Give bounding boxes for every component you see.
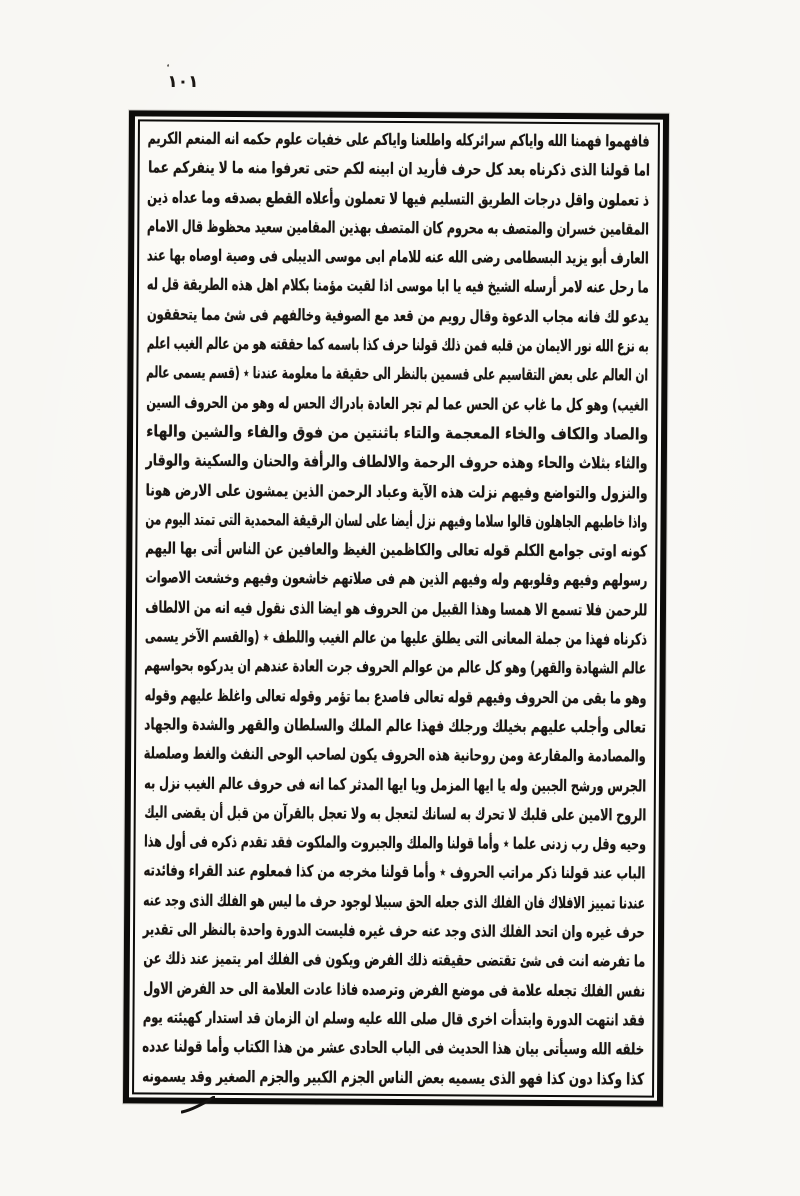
text-line: [147, 299, 649, 331]
text-line-content: وحيه وقل رب زدنى علما ٭ وأما قولنا والملك والجبروت والملكوت فقد تقدم ذكره فى أول هذا: [143, 831, 646, 854]
text-line: [146, 387, 648, 419]
text-line: [147, 182, 649, 214]
text-line-content: ما تفرضه انت فى شئ تقتضى حقيقته ذلك الفرض ويكون فى الفلك امر يتميز عند ذلك عن: [142, 948, 645, 971]
text-line-content: ذكرناه فهذا من جملة المعانى التى يطلق عليها من عالم الغيب واللطف ٭ (والقسم الآخر يسمى: [144, 626, 647, 649]
text-line: [142, 1061, 644, 1093]
text-line: [144, 709, 646, 741]
text-line-content: ان العالم على بعض التقاسيم على قسمين بالنظر الى حقيقة ما معلومة عندنا ٭ (قسم يسمى عالم: [146, 362, 649, 385]
scan-speck: ٔٔ: [166, 65, 167, 75]
text-line: [143, 885, 645, 917]
text-line: [143, 914, 645, 946]
text-line: [143, 856, 645, 888]
text-line-content: ذ تعملون واقل درجات الطريق التسليم فيها لا تعملون وأعلاه القطع بصدقه وما عداه ذين: [147, 187, 650, 210]
page-number-text: ١٠١: [167, 72, 199, 92]
text-line: [144, 680, 646, 712]
text-line: [147, 241, 649, 273]
text-line: [143, 973, 645, 1005]
text-line: [143, 944, 645, 976]
text-line-content: رسولهم وفيهم وقلوبهم وله وفيهم الذين هم فى صلاتهم خاشعون وفيهم وخشعت الاصوات: [145, 567, 648, 590]
text-line-content: عندنا تمييز الافلاك فان الفلك الذى جعله الحق سبيلا لوجود حرف ما ليس هو الفلك الذى وجد عنه: [143, 890, 646, 913]
text-line: [147, 329, 649, 361]
text-line: [144, 739, 646, 771]
text-line-content: به نزع الله نور الايمان من قلبه فمن ذلك قولنا حرف كذا باسمه كما حققته هو من عالم الغيب اعلم: [146, 333, 649, 356]
text-line: [145, 534, 647, 566]
text-line-content: المقامين خسران والمتصف به محروم كان المتصف بهذين المقامين سعيد محظوظ قال الامام: [147, 216, 650, 239]
text-line: [144, 797, 646, 829]
text-line-content: فافهموا فهمنا الله واياكم سرائركله واطلعنا واياكم على خفيات علوم حكمه انه المنعم الكريم: [147, 128, 650, 151]
text-line-content: والنزول والتواضع وفيهم نزلت هذه الآية وعباد الرحمن الذين يمشون على الارض هونا: [145, 480, 648, 503]
text-line-content: فقد انتهت الدورة وابتدأت اخرى قال صلى الله عليه وسلم ان الزمان قد استدار كهيئته يوم: [142, 1007, 645, 1030]
text-line-content: والصاد والكاف والخاء المعجمة والتاء باثنتين من فوق والفاء والشين والهاء: [146, 421, 649, 444]
text-line: [148, 153, 650, 185]
text-line: [145, 622, 647, 654]
text-line-content: ما رحل عنه لامر أرسله الشيخ فيه يا ابا موسى اذا لقيت مؤمنا بكلام اهل هذه الطريقة قل له: [147, 274, 650, 298]
text-block: [142, 123, 650, 1095]
text-line-content: للرحمن فلا تسمع الا همسا وهذا القبيل من الحروف هو ايضا الذى نقول فيه انه من الالطاف: [145, 597, 648, 620]
text-line-content: حرف غيره وان اتحد الفلك الذى وجد عنه حرف غيره فليست الدورة واحدة بالنظر الى تقدير: [143, 919, 646, 942]
text-line-content: الباب عند قولنا ذكر مراتب الحروف ٭ وأما قولنا مخرجه من كذا فمعلوم عند القراء وفائدته: [143, 860, 646, 883]
text-line-content: كذا وكذا دون كذا فهو الذى يسميه بعض الناس الجزم الكبير والجزم الصغير وقد يسمونه: [142, 1065, 645, 1089]
text-line: [142, 1032, 644, 1064]
text-line: [144, 768, 646, 800]
text-line-content: اما قولنا الذى ذكرناه بعد كل حرف فأريد ان ابينه لكم حتى تعرفوا منه ما لا ينفركم عما: [147, 157, 650, 180]
text-line-content: واذا خاطبهم الجاهلون قالوا سلاما وفيهم نزل أيضا على لسان الرقيقة المحمدية التى تمتد اليوم من: [145, 509, 648, 532]
text-line-content: والثاء بثلاث والحاء وهذه حروف الرحمة والالطاف والرأفة والحنان والسكينة والوقار: [145, 450, 648, 473]
text-line-content: وهو ما بقى من الحروف وفيهم قوله تعالى فاصدع بما تؤمر وقوله تعالى واغلظ عليهم وقوله: [144, 685, 647, 708]
page-frame: [123, 110, 669, 1106]
page-number: [158, 65, 208, 98]
text-line-content: نفس الفلك تجعله علامة فى موضع الفرض وترصده فاذا عادت العلامة الى حد الفرض الاول: [142, 978, 645, 1001]
text-line: [145, 651, 647, 683]
text-line: [145, 592, 647, 624]
text-line-content: العارف أبو يزيد البسطامى رضى الله عنه للامام ابى موسى الديبلى فى وصية اوصاه بها عند: [147, 245, 650, 268]
text-line-content: كونه اوتى جوامع الكلم قوله تعالى والكاظمين الغيظ والعافين عن الناس أتى بها اليهم: [145, 538, 648, 561]
text-line: [145, 563, 647, 595]
text-line: [147, 270, 649, 302]
text-line-content: الروح الامين على قلبك لا تحرك به لسانك لتعجل به ولا تعجل بالقرآن من قبل أن يقضى اليك: [143, 802, 646, 825]
text-line: [146, 475, 648, 507]
text-line-content: الغيب) وهو كل ما غاب عن الحس عما لم تجر العادة بادراك الحس له وهو من الحروف السين: [146, 392, 649, 415]
text-line-content: يدعو لك فانه مجاب الدعوة وقال رويم من قعد مع الصوفية وخالفهم فى شئ مما يتحققون: [146, 304, 649, 327]
text-line: [146, 358, 648, 390]
text-line-content: والمصادمة والمقارعة ومن روحانية هذه الحروف يكون لصاحب الوحى النفث والغط وصلصلة: [144, 743, 647, 766]
text-line-content: الجرس ورشح الجبين وله يا ايها المزمل ويا ايها المدثر كما انه فى حروف عالم الغيب نزل به: [143, 772, 646, 796]
text-line: [146, 446, 648, 478]
text-line: [147, 211, 649, 243]
text-line-content: عالم الشهادة والقهر) وهو كل عالم من عوالم الحروف جرت العادة عندهم ان يدركوه بحواسهم: [144, 655, 647, 678]
text-line: [148, 123, 650, 155]
text-line: [142, 1002, 644, 1034]
text-line: [145, 504, 647, 536]
text-line-content: تعالى وأجلب عليهم بخيلك ورجلك فهذا عالم الملك والسلطان والقهر والشدة والجهاد: [144, 714, 647, 737]
text-line: [146, 416, 648, 448]
text-line: [143, 827, 645, 859]
inner-rule-border: [132, 119, 660, 1097]
text-line-content: خلقه الله وسيأتى بيان هذا الحديث فى الباب الحادى عشر من هذا الكتاب وأما قولنا عدده: [142, 1036, 645, 1059]
